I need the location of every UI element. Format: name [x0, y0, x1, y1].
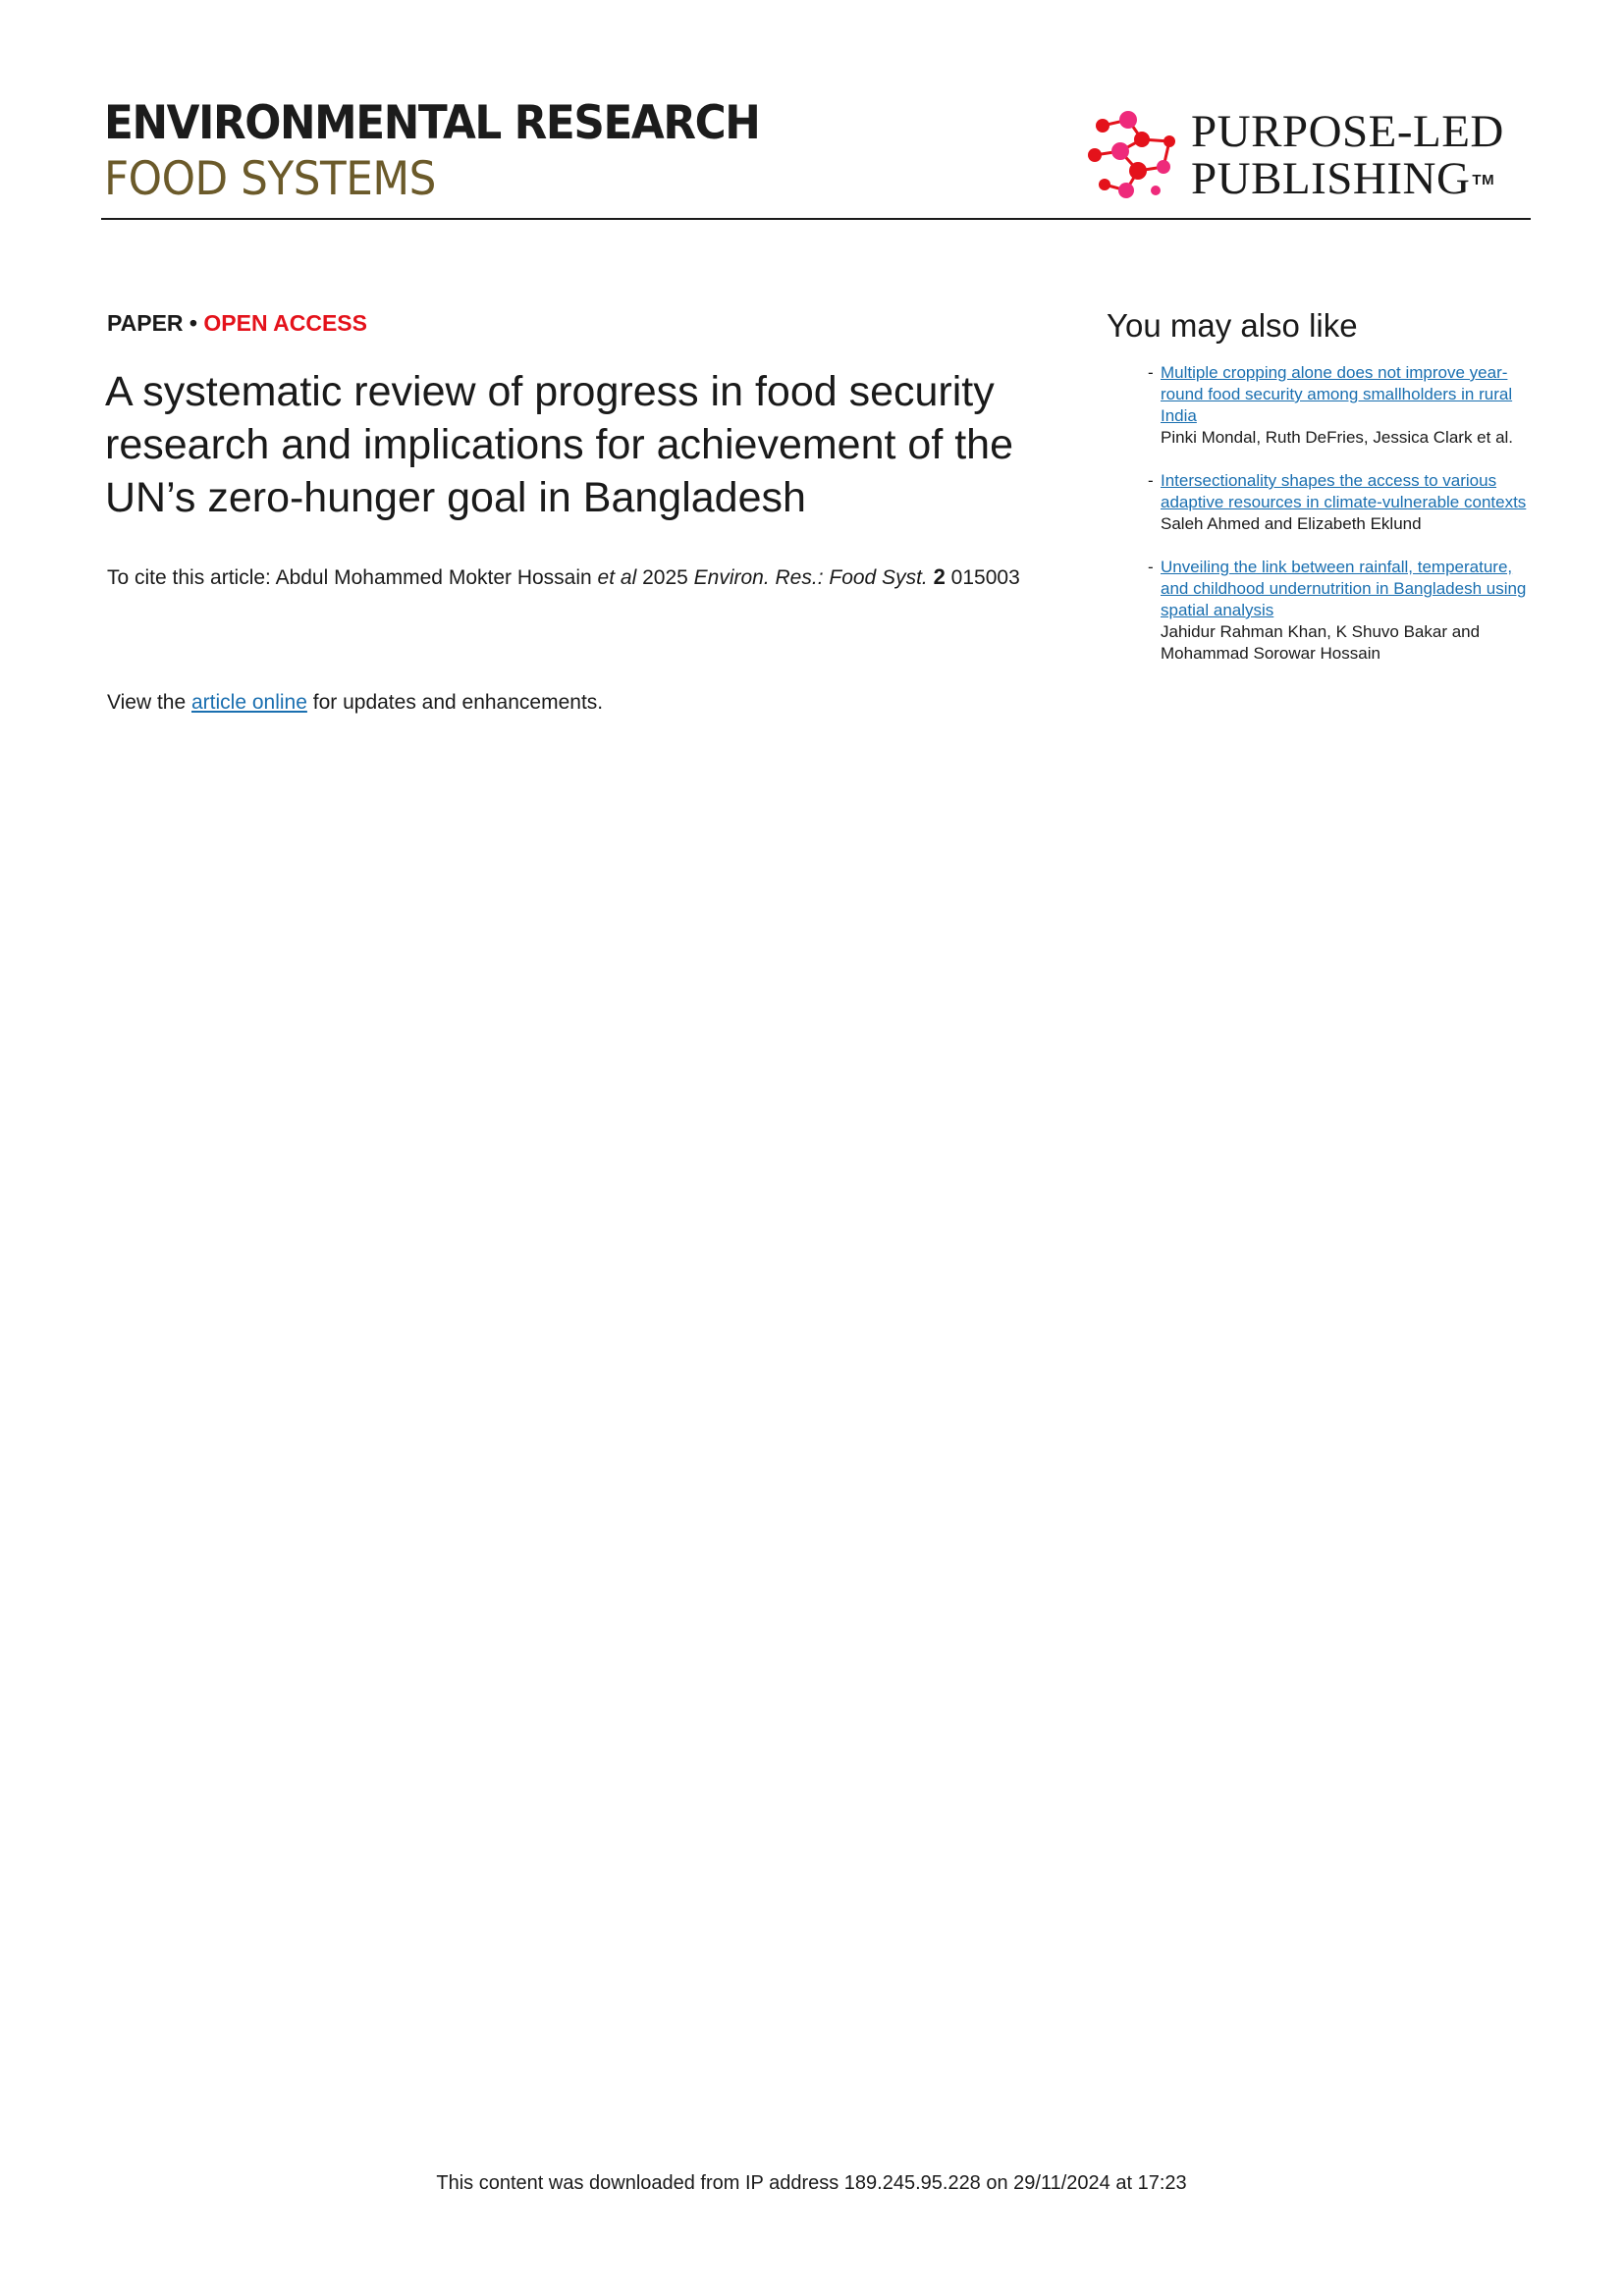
citation-volume: 2: [933, 564, 946, 589]
citation-article-number: 015003: [945, 566, 1020, 589]
list-dash: -: [1148, 471, 1154, 490]
article-type-tag: [107, 310, 367, 337]
related-article-item: [1107, 362, 1529, 449]
related-article-item: [1107, 557, 1529, 665]
header-divider: [101, 218, 1531, 220]
publisher-name-line1: PURPOSE-LED: [1191, 106, 1504, 157]
tag-separator: •: [183, 310, 204, 336]
citation-journal: Environ. Res.: Food Syst.: [693, 566, 928, 589]
list-dash: -: [1148, 558, 1154, 576]
related-articles-sidebar: [1107, 307, 1529, 686]
related-article-authors: Saleh Ahmed and Elizabeth Eklund: [1161, 514, 1422, 533]
publisher-name-line2-text: PUBLISHING: [1191, 153, 1471, 204]
trademark-mark: TM: [1472, 172, 1495, 188]
view-online-line: [107, 691, 603, 715]
citation-etal: et al: [597, 566, 637, 589]
open-access-label: OPEN ACCESS: [203, 310, 367, 336]
article-online-link[interactable]: article online: [191, 691, 307, 714]
related-article-item: [1107, 470, 1529, 535]
view-suffix: for updates and enhancements.: [306, 691, 604, 714]
publisher-name-line2: [1191, 155, 1504, 202]
citation-prefix: To cite this article: Abdul Mohammed Mokter Hossain: [107, 566, 598, 589]
related-article-link[interactable]: Multiple cropping alone does not improve year-round food security among smallholders in rural India: [1161, 363, 1513, 425]
download-note: This content was downloaded from IP address 189.245.95.228 on 29/11/2024 at 17:23: [436, 2172, 1187, 2194]
citation-year: 2025: [636, 566, 694, 589]
article-type-label: PAPER: [107, 310, 184, 336]
list-dash: -: [1148, 363, 1154, 382]
journal-title-line1: ENVIRONMENTAL RESEARCH: [104, 96, 760, 150]
journal-title: [104, 96, 809, 206]
article-title: A systematic review of progress in food security research and implications for achievement of the UN’s zero-hunger goal in Bangladesh: [105, 368, 1013, 521]
journal-title-line2: FOOD SYSTEMS: [104, 152, 436, 206]
view-prefix: View the: [107, 691, 191, 714]
related-article-link[interactable]: Unveiling the link between rainfall, temperature, and childhood undernutrition in Bangladesh using spatial analysis: [1161, 558, 1527, 619]
related-article-authors: Pinki Mondal, Ruth DeFries, Jessica Clark et al.: [1161, 428, 1514, 447]
citation-line: [107, 564, 1020, 590]
related-articles-heading: You may also like: [1107, 307, 1358, 344]
related-article-authors: Jahidur Rahman Khan, K Shuvo Bakar and Mohammad Sorowar Hossain: [1161, 622, 1481, 663]
molecule-dots-logo-icon: [1081, 106, 1187, 204]
publisher-name: [1191, 108, 1504, 202]
related-article-link[interactable]: Intersectionality shapes the access to various adaptive resources in climate-vulnerable contexts: [1161, 471, 1527, 511]
